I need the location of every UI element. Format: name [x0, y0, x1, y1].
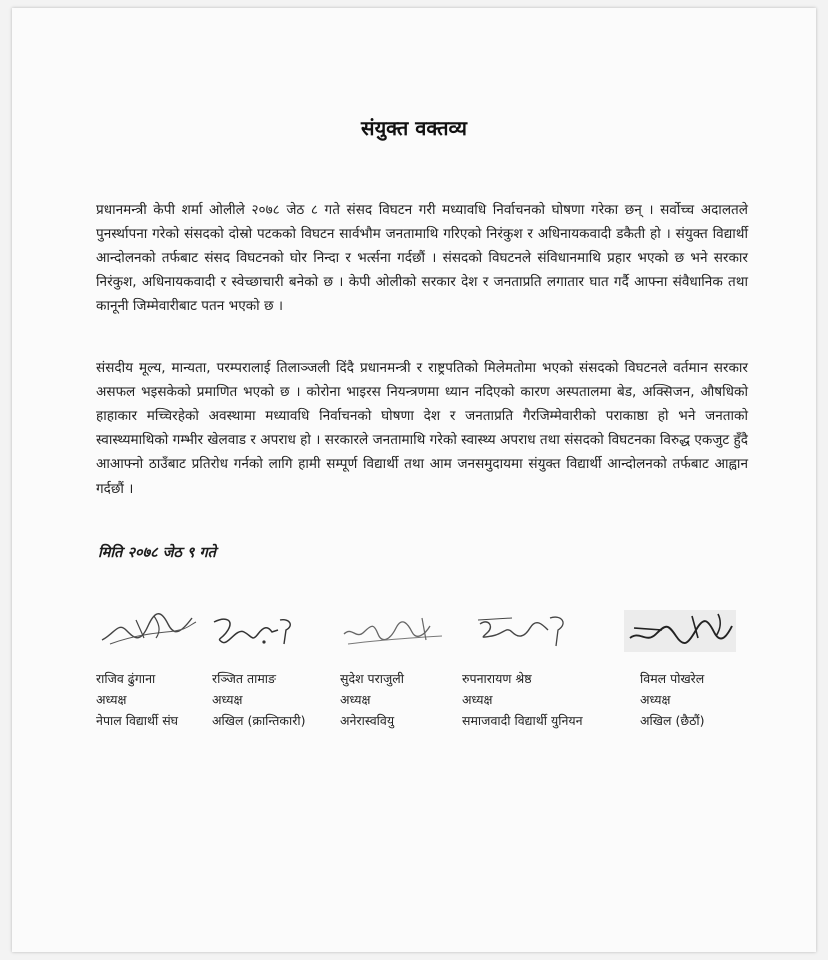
- signature-1: [96, 604, 206, 650]
- signature-3: [338, 610, 448, 656]
- body-paragraph-1: प्रधानमन्त्री केपी शर्मा ओलीले २०७८ जेठ ८ गते संसद विघटन गरी मध्यावधि निर्वाचनको घोषणा गरेका छन् । सर्वोच्च अदालतले पुनर्स्थापना गरेको संसदको दोस्रो पटकको विघटन सार्वभौम जनतामाथि गरिएको निरंकुश र अधिनायकवादी डकैती हो । संयुक्त विद्यार्थी आन्दोलनको तर्फबाट संसद विघटनको घोर निन्दा र भर्त्सना गर्दछौं । संसदको विघटनले संविधानमाथि प्रहार भएको छ भने सरकार निरंकुश, अधिनायकवादी र स्वेच्छाचारी बनेको छ । केपी ओलीको सरकार देश र जनताप्रति लगातार घात गर्दै आफ्ना संवैधानिक तथा कानूनी जिम्मेवारीबाट पतन भएको छ ।: [96, 201, 748, 315]
- signatory-5: [640, 668, 704, 731]
- signatory-org: अखिल (छैठौं): [640, 713, 705, 728]
- signatory-role: अध्यक्ष: [96, 692, 127, 707]
- signature-5: [622, 608, 738, 654]
- signatory-3: [340, 668, 404, 731]
- document-page: [12, 8, 816, 952]
- signatory-org: नेपाल विद्यार्थी संघ: [96, 713, 179, 728]
- statement-date: मिति २०७८ जेठ ९ गते: [98, 545, 216, 561]
- signatory-org: समाजवादी विद्यार्थी युनियन: [462, 713, 583, 728]
- signatory-2: [212, 668, 305, 731]
- signature-2: [206, 608, 316, 654]
- signatory-4: [462, 668, 583, 731]
- signature-4: [472, 608, 582, 654]
- signatory-name: रुपनारायण श्रेष्ठ: [462, 671, 532, 686]
- signatory-1: [96, 668, 178, 731]
- body-paragraph-2: संसदीय मूल्य, मान्यता, परम्परालाई तिलाञ्जली दिंदै प्रधानमन्त्री र राष्ट्रपतिको मिलेमतोमा भएको संसदको विघटनले वर्तमान सरकार असफल भइसकेको प्रमाणित भएको छ । कोरोना भाइरस नियन्त्रणमा ध्यान नदिएको कारण अस्पतालमा बेड, अक्सिजन, औषधिको हाहाकार मच्चिरहेको अवस्थामा मध्यावधि निर्वाचनको घोषणा देश र जनताप्रति गैरजिम्मेवारीको पराकाष्ठा हो भने जनताको स्वास्थ्यमाथिको गम्भीर खेलवाड र अपराध हो । सरकारले जनतामाथि गरेको स्वास्थ्य अपराध तथा संसदको विघटनका विरुद्ध एकजुट हुँदै आआफ्नो ठाउँबाट प्रतिरोध गर्नको लागि हामी सम्पूर्ण विद्यार्थी तथा आम जनसमुदायमा संयुक्त विद्यार्थी आन्दोलनको तर्फबाट आह्वान गर्दछौं ।: [96, 359, 748, 497]
- signatory-name: विमल पोखरेल: [640, 671, 705, 686]
- document-title: संयुक्त वक्तव्य: [361, 116, 467, 140]
- signatory-org: अखिल (क्रान्तिकारी): [212, 713, 306, 728]
- signatory-role: अध्यक्ष: [462, 692, 493, 707]
- signatory-role: अध्यक्ष: [340, 692, 371, 707]
- signatory-name: राजिव ढुंगाना: [96, 671, 156, 686]
- signatory-role: अध्यक्ष: [640, 692, 671, 707]
- signatory-role: अध्यक्ष: [212, 692, 243, 707]
- signatory-org: अनेरास्ववियु: [340, 713, 395, 728]
- signatory-name: सुदेश पराजुली: [340, 671, 404, 686]
- signatory-name: रञ्जित तामाङ: [212, 671, 277, 686]
